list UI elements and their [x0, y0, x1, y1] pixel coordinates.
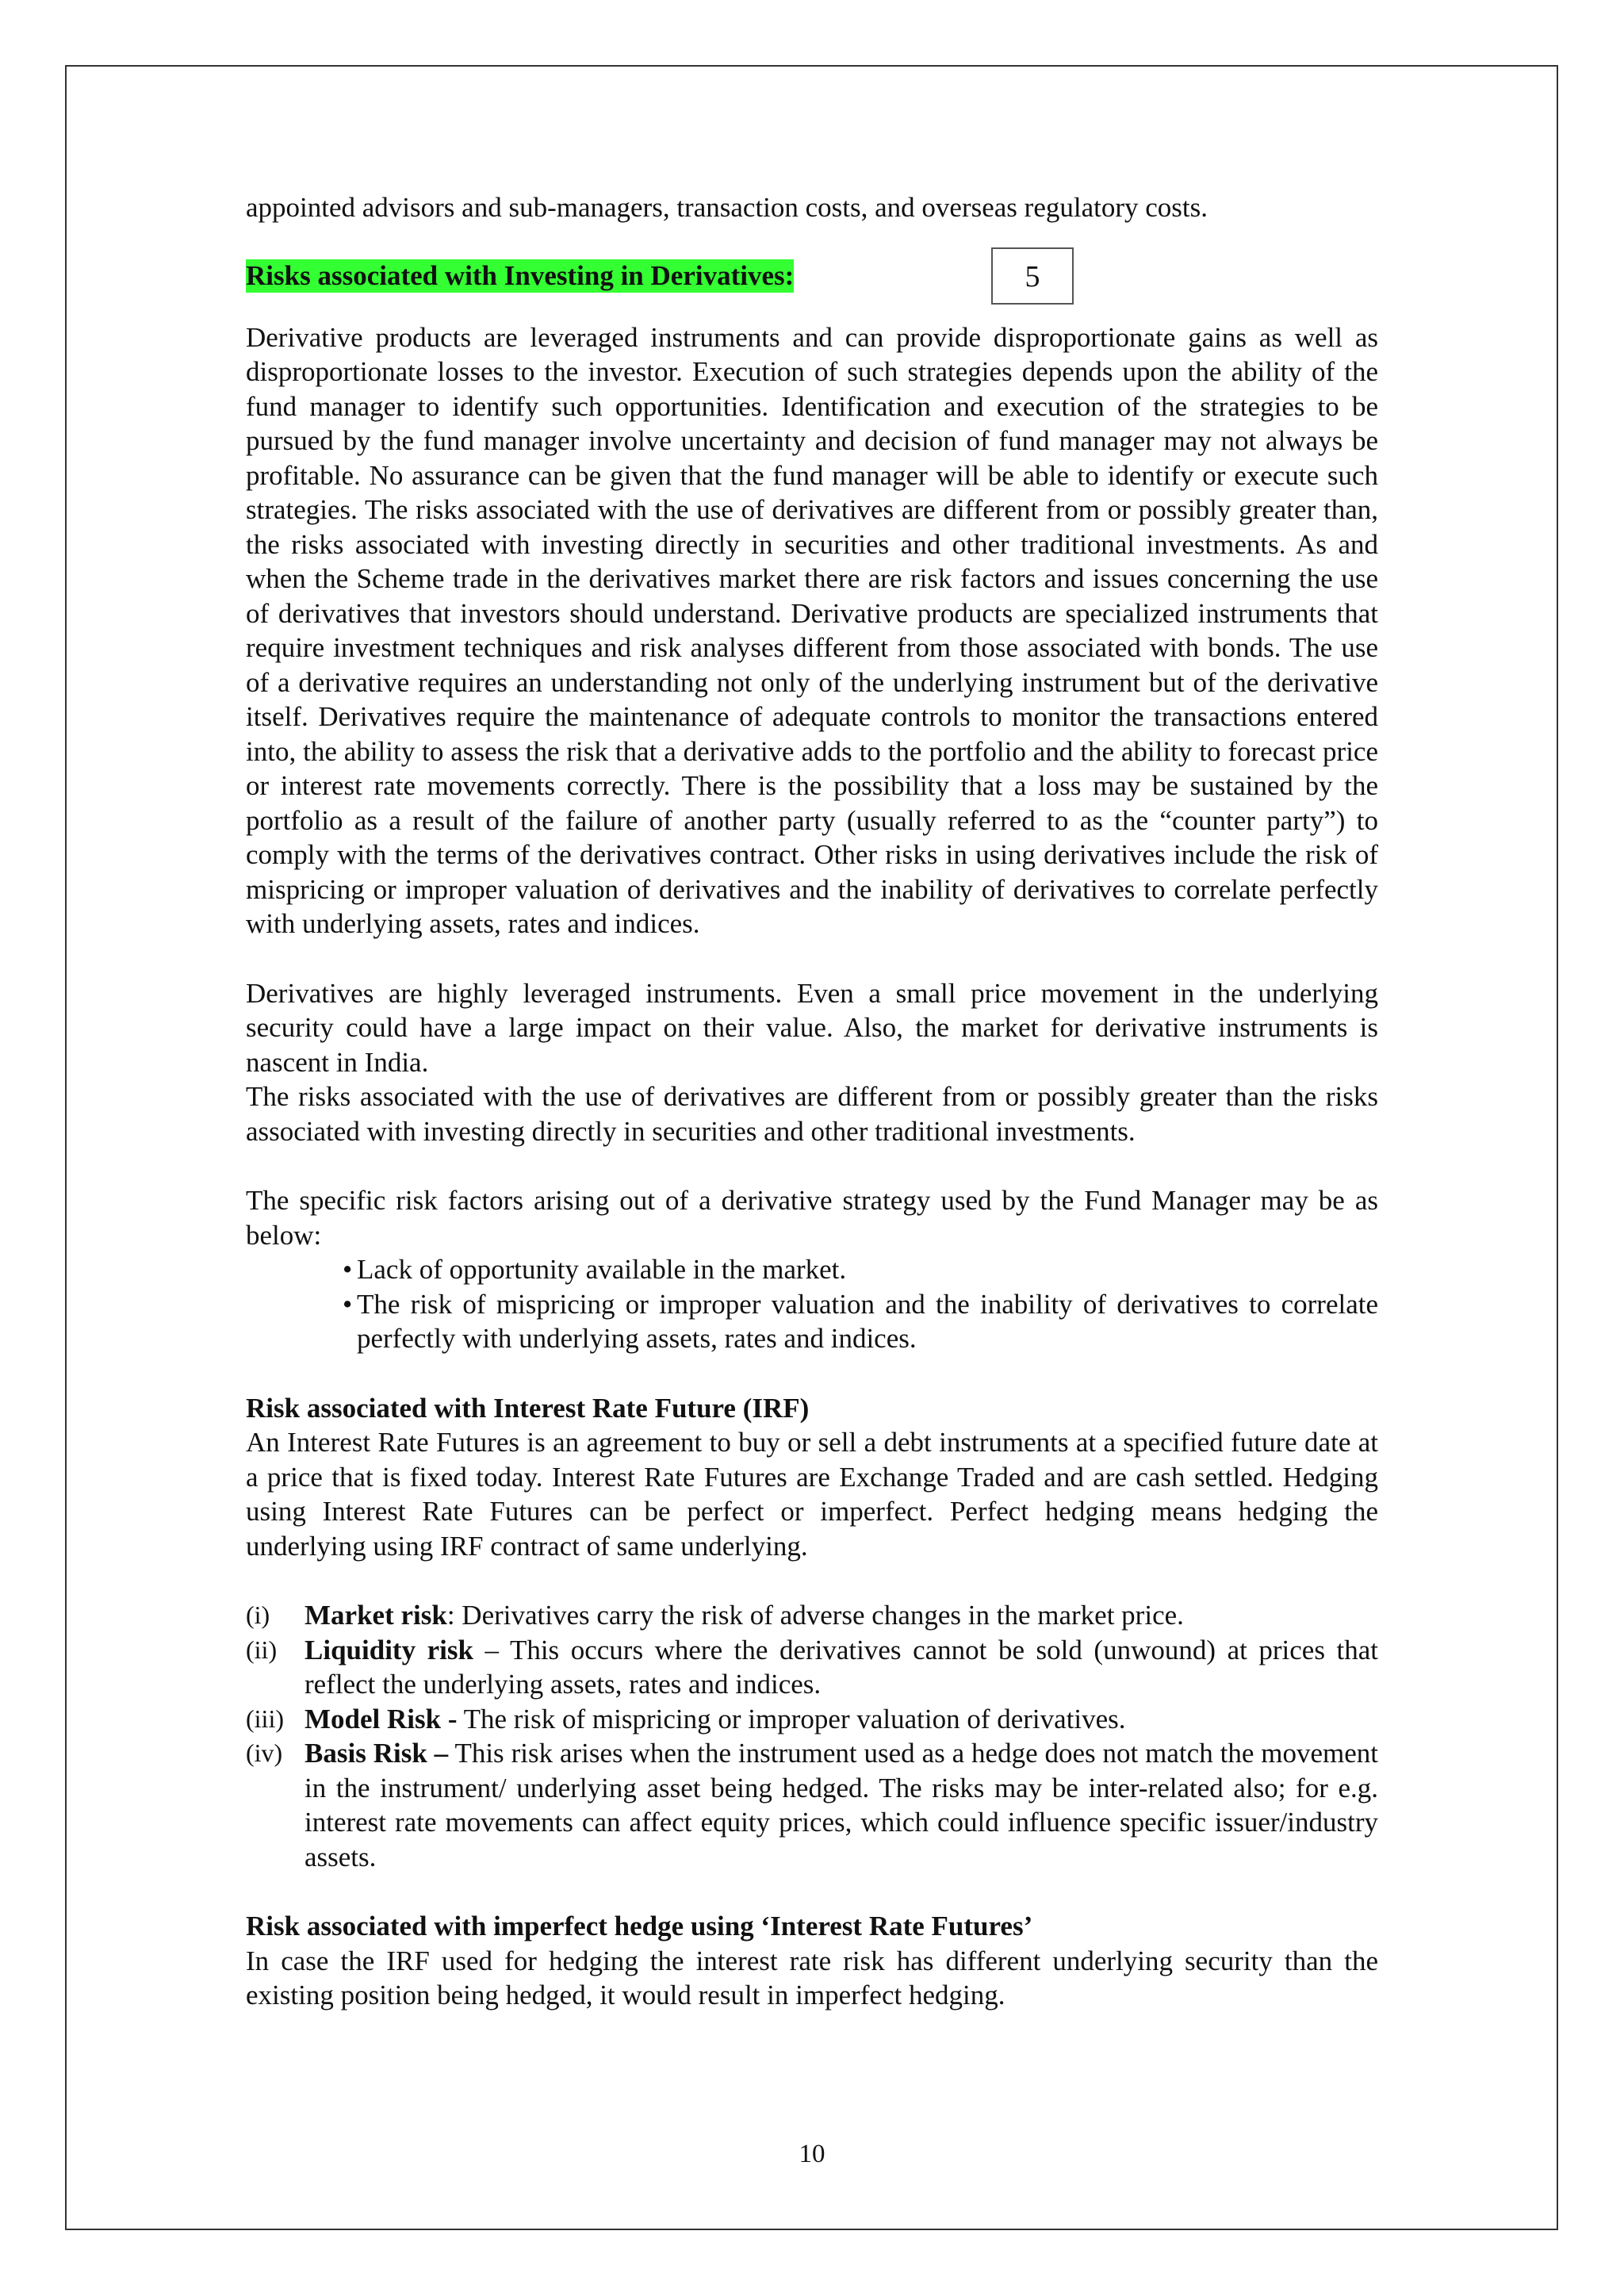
- derivatives-paragraph-2: Derivatives are highly leveraged instruments. Even a small price movement in the underlying security could have a large impact on their value. Also, the market for derivative instruments is nascent in India.: [246, 977, 1378, 1078]
- derivatives-paragraph-3: The risks associated with the use of derivatives are different from or possibly greater than the risks associated with investing directly in securities and other traditional investments.: [246, 1081, 1378, 1147]
- derivatives-paragraph-1: Derivative products are leveraged instruments and can provide disproportionate gains as well as disproportionate losses to the investor. Execution of such strategies depends upon the ability of the fund manager to identify such opportunities. Identification and execution of the strategies to be pursued by the fund manager involve uncertainty and decision of fund manager may not always be profitable. No assurance can be given that the fund manager will be able to identify or execute such strategies. The risks associated with the use of derivatives are different from or possibly greater than, the risks associated with investing directly in securities and other traditional investments. As and when the Scheme trade in the derivatives market there are risk factors and issues concerning the use of derivatives that investors should understand. Derivative products are specialized instruments that require investment techniques and risk analyses different from those associated with bonds. The use of a derivative requires an understanding not only of the underlying instrument but of the derivative itself. Derivatives require the maintenance of adequate controls to monitor the transactions entered into, the ability to assess the risk that a derivative adds to the portfolio and the ability to forecast price or interest rate movements correctly. There is the possibility that a loss may be sustained by the portfolio as a result of the failure of another party (usually referred to as the “counter party”) to comply with the terms of the derivatives contract. Other risks in using derivatives include the risk of mispricing or improper valuation of derivatives and the inability of derivatives to correlate perfectly with underlying assets, rates and indices.: [246, 321, 1378, 939]
- list-item: (ii) Liquidity risk – This occurs where the derivatives cannot be sold (unwound) at prices that reflect the underlying assets, rates and indices.: [246, 1634, 1378, 1700]
- list-item: (iv) Basis Risk – This risk arises when the instrument used as a hedge does not match the movement in the instrument/ underlying asset being hedged. The risks may be inter-related also; for e.g. interest rate movements can affect equity prices, which could influence specific issuer/industry assets.: [246, 1738, 1378, 1872]
- document-body: [246, 190, 1378, 2013]
- imperfect-hedge-heading: Risk associated with imperfect hedge using ‘Interest Rate Futures’: [246, 1911, 1033, 1941]
- irf-heading: Risk associated with Interest Rate Future (IRF): [246, 1392, 810, 1424]
- derivatives-heading: Risks associated with Investing in Derivatives:: [246, 259, 795, 291]
- bullet-icon: •: [343, 1254, 353, 1285]
- list-item: (iii) Model Risk - The risk of mispricing or improper valuation of derivatives.: [246, 1703, 1126, 1734]
- specific-risk-intro: The specific risk factors arising out of a derivative strategy used by the Fund Manager may be as below:: [246, 1185, 1378, 1251]
- imperfect-hedge-paragraph: In case the IRF used for hedging the interest rate risk has different underlying security than the existing position being hedged, it would result in imperfect hedging.: [246, 1945, 1378, 2010]
- intro-line: appointed advisors and sub-managers, transaction costs, and overseas regulatory costs.: [246, 192, 1208, 223]
- list-item: (i) Market risk: Derivatives carry the risk of adverse changes in the market price.: [246, 1600, 1184, 1631]
- bullet-icon: •: [343, 1288, 353, 1320]
- derivatives-heading-row: [246, 257, 1378, 320]
- irf-risk-list: [246, 1598, 1378, 1874]
- specific-risk-list: [246, 1252, 1378, 1356]
- irf-paragraph: An Interest Rate Futures is an agreement to buy or sell a debt instruments at a specified future date at a price that is fixed today. Interest Rate Futures are Exchange Traded and are cash settled. Hedging using Interest Rate Futures can be perfect or imperfect. Perfect hedging means hedging the underlying using IRF contract of same underlying.: [246, 1427, 1378, 1562]
- list-item: • Lack of opportunity available in the market.: [246, 1252, 1378, 1287]
- annotation-number-box: 5: [991, 247, 1074, 305]
- list-item: • The risk of mispricing or improper valuation and the inability of derivatives to correlate perfectly with underlying assets, rates and indices.: [343, 1288, 1378, 1354]
- page-number: 10: [799, 2140, 825, 2168]
